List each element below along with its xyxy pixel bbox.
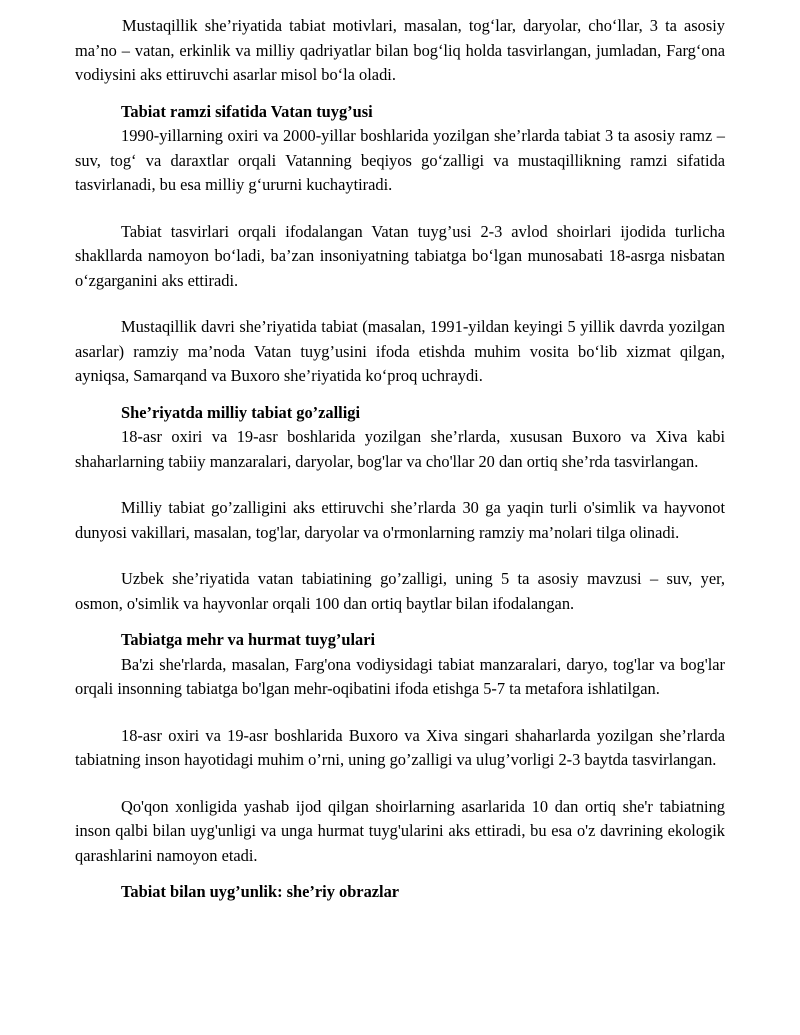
paragraph: Mustaqillik davri she’riyatida tabiat (masalan, 1991-yildan keyingi 5 yillik davrda yozilgan asarlar) ramziy ma’noda Vatan tuyg’usini ifoda etishda muhim vosita bo‘lib xizmat qilgan, ayniqsa, Samarqand va Buxoro she’riyatida ko‘proq uchraydi. xyxy=(75,317,725,385)
paragraph: 1990-yillarning oxiri va 2000-yillar boshlarida yozilgan she’rlarda tabiat 3 ta asosiy ramz – suv, tog‘ va daraxtlar orqali Vatanning beqiyos go‘zalligi va mustaqillikning ramzi sifatida tasvirlanadi, bu esa milliy g‘ururni kuchaytiradi. xyxy=(75,126,725,194)
paragraph: 18-asr oxiri va 19-asr boshlarida Buxoro va Xiva singari shaharlarda yozilgan she’rlarda tabiatning inson hayotidagi muhim o’rni, uning go’zalligi va ulug’vorligi 2-3 baytda tasvirlangan. xyxy=(75,725,725,769)
section-heading-uygunlik: Tabiat bilan uyg’unlik: she’riy obrazlar xyxy=(121,882,400,901)
section-heading-mehr-hurmat: Tabiatga mehr va hurmat tuyg’ulari xyxy=(121,630,376,649)
paragraph: Tabiat tasvirlari orqali ifodalangan Vatan tuyg’usi 2-3 avlod shoirlari ijodida turlicha shakllarda namoyon bo‘ladi, ba’zan insoniyatning tabiatga bo‘lgan munosabati 18-asrga nisbatan o‘zgarganini aks ettiradi. xyxy=(75,221,725,290)
paragraph: Qo'qon xonligida yashab ijod qilgan shoirlarning asarlarida 10 dan ortiq she'r tabiatning inson qalbi bilan uyg'unligi va unga hurmat tuyg'ularini aks ettiradi, bu esa o'z davrining ekologik qarashlarini namoyon etadi. xyxy=(75,796,725,865)
paragraph: 18-asr oxiri va 19-asr boshlarida yozilgan she’rlarda, xususan Buxoro va Xiva kabi shaharlarning tabiiy manzaralari, daryolar, bog'lar va cho'llar 20 dan ortiq she’rda tasvirlangan. xyxy=(75,427,725,471)
section-heading-vatan: Tabiat ramzi sifatida Vatan tuyg’usi xyxy=(121,101,373,121)
intro-paragraph: Mustaqillik she’riyatida tabiat motivlari, masalan, tog‘lar, daryolar, cho‘llar, 3 ta asosiy ma’no – vatan, erkinlik va milliy qadriyatlar bilan bog‘liq holda tasvirlangan, jumladan, Farg‘ona vodiysini aks ettiruvchi asarlar misol bo‘la oladi. xyxy=(75,16,725,84)
section-heading-milliy-tabiat: She’riyatda milliy tabiat go’zalligi xyxy=(121,402,361,422)
document-page xyxy=(75,14,725,905)
paragraph: Ba'zi she'rlarda, masalan, Farg'ona vodiysidagi tabiat manzaralari, daryo, tog'lar va bog'lar orqali insonning tabiatga bo'lgan mehr-oqibatini ifoda etishga 5-7 ta metafora ishlatilgan. xyxy=(75,654,725,698)
paragraph: Milliy tabiat go’zalligini aks ettiruvchi she’rlarda 30 ga yaqin turli o'simlik va hayvonot dunyosi vakillari, masalan, tog'lar, daryolar va o'rmonlarning ramziy ma’nolari tilga olinadi. xyxy=(75,498,725,542)
paragraph: Uzbek she’riyatida vatan tabiatining go’zalligi, uning 5 ta asosiy mavzusi – suv, yer, osmon, o'simlik va hayvonlar orqali 100 dan ortiq baytlar bilan ifodalangan. xyxy=(75,569,725,613)
